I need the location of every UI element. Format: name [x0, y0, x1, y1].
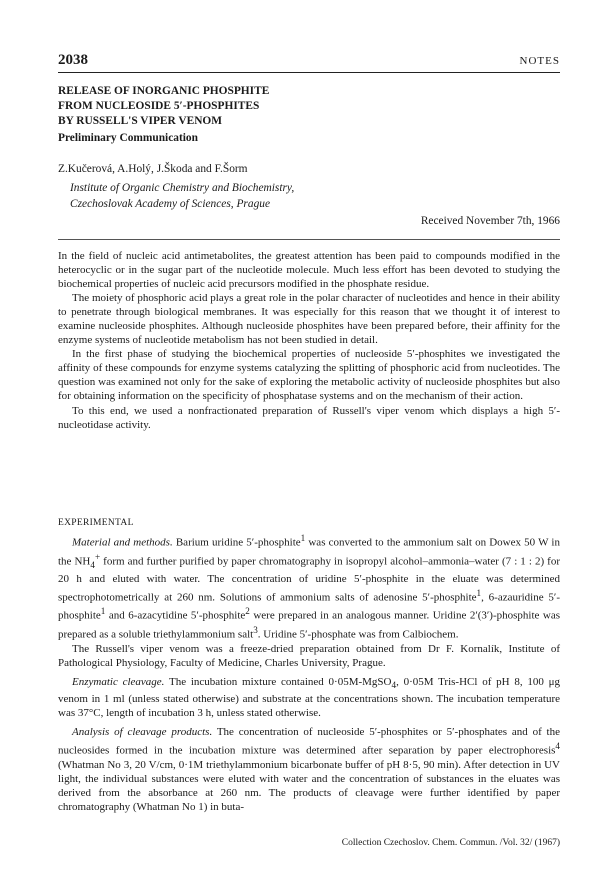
header-rule: [58, 72, 560, 73]
affiliation: [70, 181, 294, 212]
affiliation-line-2: Czechoslovak Academy of Sciences, Prague: [70, 197, 271, 210]
intro-paragraph: The moiety of phosphoric acid plays a great role in the polar character of nucleotides and hence in their ability to penetrate through biological membranes. It was especially for this reason that we thought it of interest to examine nucleoside phosphites. Although nucleoside phosphites have been prepared before, their affinity for the enzyme systems of nucleotide metabolism has not been studied in detail.: [58, 292, 560, 347]
intro-paragraph: In the first phase of studying the biochemical properties of nucleoside 5′-phosphites we investigated the affinity of these compounds for enzyme systems catalyzing the splitting of phosphoric acid from nucleotides. The question was examined not only for the sake of exploring the metabolic activity of nucleoside phosphites but also for obtaining information on the specificity of phosphatase systems and on the mechanism of their action.: [58, 348, 560, 403]
title-line-3: BY RUSSELL'S VIPER VENOM: [58, 115, 223, 127]
article-title: [58, 84, 498, 129]
paragraph-label: Material and methods.: [72, 536, 173, 549]
section-rule: [58, 239, 560, 240]
reference-mark: 3: [253, 625, 258, 636]
reference-mark: 2: [245, 606, 250, 617]
section-label: NOTES: [519, 55, 560, 67]
page-number: 2038: [58, 52, 88, 68]
venom-paragraph: The Russell's viper venom was a freeze-dried preparation obtained from Dr F. Kornalík, Institute of Pathological Physiology, Faculty of Medicine, Charles University, Prague.: [58, 642, 560, 669]
authors: Z.Kučerová, A.Holý, J.Škoda and F.Šorm: [58, 163, 248, 175]
reference-mark: 1: [476, 587, 482, 598]
reference-mark: 1: [100, 606, 106, 617]
analysis-paragraph: Analysis of cleavage products. The concentration of nucleoside 5′-phosphites or 5′-phosphates and of the nucleosides formed in the incubation mixture was determined after separation by paper electrophoresis$^4$ (Whatman No 3, 20 V/cm, 0·1M triethylammonium bicarbonate buffer of pH 8·5, 90 min). After detection in UV light, the individual substances were eluted with water and the concentration of substances in the eluates was derived from the absorbance at 260 nm. The products of cleavage were further identified by paper chromatography (Whatman No 1) in buta-: [58, 726, 560, 814]
journal-footer: Collection Czechoslov. Chem. Commun. /Vol. 32/ (1967): [341, 838, 560, 848]
enzymatic-paragraph: Enzymatic cleavage. The incubation mixture contained 0·05M-MgSO$_4$, 0·05M Tris-HCl of pH 8, 100 μg venom in 1 ml (unless stated otherwise) and substrate at the concentrations shown. The incubation temperature was 37°C, length of incubation 3 h, unless stated otherwise.: [58, 675, 560, 720]
reference-mark: 1: [300, 533, 306, 543]
received-date: Received November 7th, 1966: [420, 215, 560, 227]
introduction: [58, 249, 560, 432]
experimental-heading: EXPERIMENTAL: [58, 518, 134, 528]
experimental-section: [58, 531, 560, 814]
paragraph-label: Analysis of cleavage products.: [72, 726, 213, 739]
materials-paragraph: Material and methods. Barium uridine 5′-phosphite$^1$ was converted to the ammonium salt on Dowex 50 W in the $NH_4^+$ form and further purified by paper chromatography in isopropyl alcohol–ammonia–water (7 : 1 : 2) for 20 h and eluted with water. The concentration of uridine 5′-phosphite in the eluate was determined spectrophotometrically at 260 nm. Solutions of ammonium salts of adenosine 5′-phosphite$^1$, 6-azauridine 5′-phosphite$^1$ and 6-azacytidine 5′-phosphite$^2$ were prepared in an analogous manner. Uridine 2′(3′)-phosphite was prepared as a soluble triethylammonium salt$^3$. Uridine 5′-phosphate was from Calbiochem.: [58, 533, 560, 641]
article-type: Preliminary Communication: [58, 132, 198, 144]
reference-mark: 4: [555, 741, 560, 752]
paragraph-label: Enzymatic cleavage.: [72, 675, 165, 688]
affiliation-line-1: Institute of Organic Chemistry and Biochemistry,: [70, 182, 295, 194]
intro-paragraph: To this end, we used a nonfractionated preparation of Russell's viper venom which displays a high 5′-nucleotidase activity.: [58, 404, 560, 431]
intro-paragraph: In the field of nucleic acid antimetabolites, the greatest attention has been paid to compounds modified in the heterocyclic or in the sugar part of the nucleotide molecule. Much less effort has been devoted to studying the biochemical properties of nucleic acid precursors modified in the phosphate residue.: [58, 250, 560, 291]
title-line-1: RELEASE OF INORGANIC PHOSPHITE: [58, 85, 270, 97]
title-line-2: FROM NUCLEOSIDE 5′-PHOSPHITES: [58, 100, 260, 112]
